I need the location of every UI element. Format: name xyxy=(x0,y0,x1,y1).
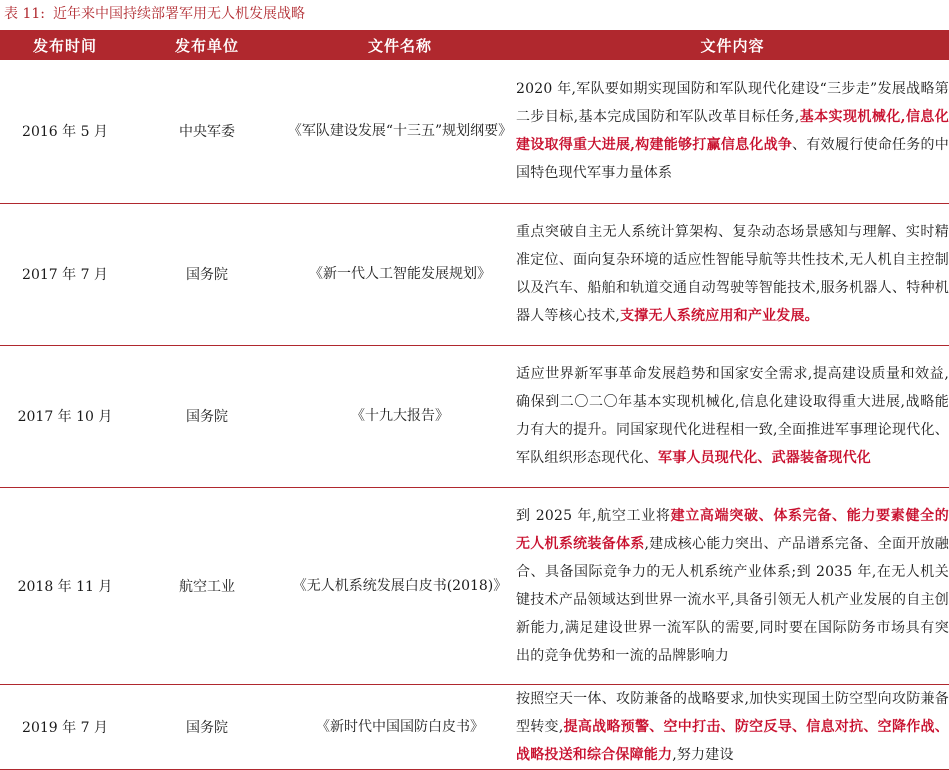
content-highlight: 提高战略预警、空中打击、防空反导、信息对抗、空降作战、战略投送和综合保障能力 xyxy=(516,718,949,763)
cell-content xyxy=(516,684,949,769)
cell-unit: 国务院 xyxy=(130,345,284,487)
header-content: 文件内容 xyxy=(516,30,949,60)
content-text: 到 2025 年,航空工业将 xyxy=(516,507,671,524)
table-caption xyxy=(4,3,305,25)
cell-content xyxy=(516,487,949,684)
cell-document-name: 《新时代中国国防白皮书》 xyxy=(284,684,516,769)
content-highlight: 基本实现机械化,信息化建设取得重大进展,构建能够打赢信息化战争 xyxy=(516,109,949,154)
caption-title: 近年来中国持续部署军用无人机发展战略 xyxy=(52,6,305,22)
content-text: 2020 年,军队要如期实现国防和军队现代化建设“三步走”发展战略第二步目标,基本完成国防和军队改革目标任务, xyxy=(516,81,949,126)
content-text: ,建成核心能力突出、产品谱系完备、全面开放融合、具备国际竞争力的无人机系统产业体系;到 2035 年,在无人机关键技术产品领域达到世界一流水平,具备引领无人机产业发展的自主创新能力,满足建设世界一流军队的需要,同时要在国际防务市场具有突出的竞争优势和一流的品牌影响力 xyxy=(516,535,949,664)
content-text: 、有效履行使命任务的中国特色现代军事力量体系 xyxy=(516,137,949,182)
content-text: 重点突破自主无人系统计算架构、复杂动态场景感知与理解、实时精准定位、面向复杂环境的适应性智能导航等共性技术,无人机自主控制以及汽车、船舶和轨道交通自动驾驶等智能技术,服务机器人、特种机器人等核心技术, xyxy=(516,224,949,324)
cell-content xyxy=(516,203,949,345)
cell-document-name: 《无人机系统发展白皮书(2018)》 xyxy=(284,487,516,684)
caption-label: 表 11: xyxy=(4,6,45,22)
table-row xyxy=(0,203,949,345)
cell-date: 2017 年 7 月 xyxy=(0,203,130,345)
cell-unit: 国务院 xyxy=(130,684,284,769)
cell-unit: 国务院 xyxy=(130,203,284,345)
cell-document-name: 《十九大报告》 xyxy=(284,345,516,487)
content-text: ,努力建设 xyxy=(672,746,734,763)
cell-date: 2019 年 7 月 xyxy=(0,684,130,769)
table-row xyxy=(0,60,949,203)
content-highlight: 建立高端突破、体系完备、能力要素健全的无人机系统装备体系 xyxy=(516,507,949,552)
cell-document-name: 《新一代人工智能发展规划》 xyxy=(284,203,516,345)
cell-unit: 航空工业 xyxy=(130,487,284,684)
cell-content xyxy=(516,345,949,487)
cell-content xyxy=(516,60,949,203)
cell-document-name: 《军队建设发展“十三五”规划纲要》 xyxy=(284,60,516,203)
header-date: 发布时间 xyxy=(0,30,130,60)
table-header-row xyxy=(0,30,949,60)
header-name: 文件名称 xyxy=(284,30,516,60)
table-row xyxy=(0,487,949,684)
header-unit: 发布单位 xyxy=(130,30,284,60)
content-highlight: 军事人员现代化、武器装备现代化 xyxy=(658,450,871,466)
cell-date: 2017 年 10 月 xyxy=(0,345,130,487)
table-row xyxy=(0,345,949,487)
cell-date: 2018 年 11 月 xyxy=(0,487,130,684)
content-highlight: 支撑无人系统应用和产业发展。 xyxy=(620,308,819,324)
content-text: 按照空天一体、攻防兼备的战略要求,加快实现国土防空型向攻防兼备型转变, xyxy=(516,690,949,735)
cell-date: 2016 年 5 月 xyxy=(0,60,130,203)
strategy-table xyxy=(0,30,949,770)
content-text: 适应世界新军事革命发展趋势和国家安全需求,提高建设质量和效益,确保到二〇二〇年基本实现机械化,信息化建设取得重大进展,战略能力有大的提升。同国家现代化进程相一致,全面推进军事理论现代化、军队组织形态现代化、 xyxy=(516,366,949,466)
cell-unit: 中央军委 xyxy=(130,60,284,203)
table-row xyxy=(0,684,949,769)
